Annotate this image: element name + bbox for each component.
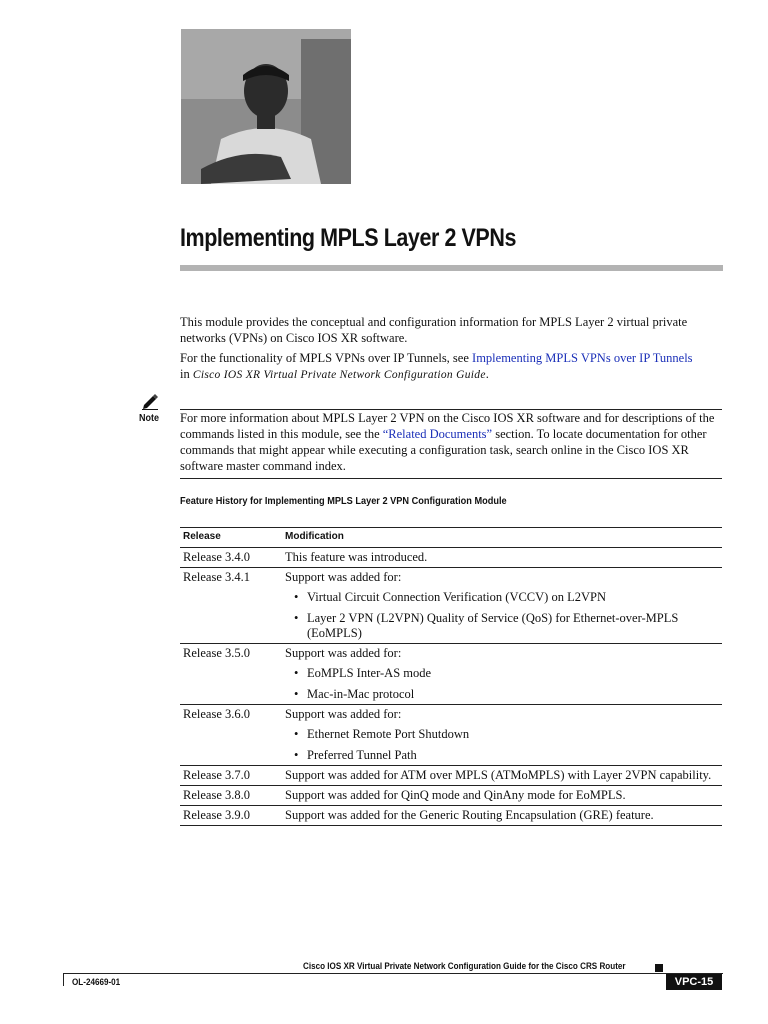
modification-text: Support was added for: [285, 570, 402, 584]
modification-cell [282, 806, 722, 826]
title-rule [180, 265, 723, 271]
page-number: VPC-15 [666, 974, 722, 990]
footer-guide-title: Cisco IOS XR Virtual Private Network Configuration Guide for the Cisco CRS Router [303, 961, 626, 971]
table-caption: Feature History for Implementing MPLS Layer 2 VPN Configuration Module [180, 496, 507, 507]
list-item: • Preferred Tunnel Path [307, 748, 719, 763]
release-cell: Release 3.5.0 [180, 644, 282, 705]
list-item: • Ethernet Remote Port Shutdown [307, 727, 719, 742]
pencil-icon [141, 392, 159, 415]
modification-text: Support was added for the Generic Routing Encapsulation (GRE) feature. [285, 808, 654, 822]
list-item: • Layer 2 VPN (L2VPN) Quality of Service (QoS) for Ethernet-over-MPLS (EoMPLS) [307, 611, 719, 641]
note-text [180, 410, 725, 474]
modification-cell [282, 766, 722, 786]
modification-text: Support was added for ATM over MPLS (ATMoMPLS) with Layer 2VPN capability. [285, 768, 712, 782]
modification-cell [282, 705, 722, 766]
release-cell: Release 3.6.0 [180, 705, 282, 766]
release-cell: Release 3.8.0 [180, 786, 282, 806]
table-row [180, 644, 722, 705]
modification-cell [282, 548, 722, 568]
modification-header: Modification [282, 528, 722, 548]
modification-cell [282, 644, 722, 705]
tunnels-in: in [180, 367, 193, 381]
modification-text: Support was added for: [285, 707, 402, 721]
page-title: Implementing MPLS Layer 2 VPNs [180, 224, 516, 252]
tunnels-paragraph [180, 350, 725, 383]
guide-title-italic: Cisco IOS XR Virtual Private Network Configuration Guide [192, 369, 486, 381]
note-label: Note [138, 413, 159, 424]
table-row [180, 705, 722, 766]
release-header: Release [180, 528, 282, 548]
document-id: OL-24669-01 [72, 977, 121, 987]
table-row [180, 568, 722, 644]
note-text-end: section. To locate documentation for other commands that might appear while executing a configuration task, search online in the Cisco IOS XR software master command index. [180, 427, 707, 473]
modification-cell [282, 568, 722, 644]
header-photo [181, 29, 351, 184]
mpls-vpns-ip-tunnels-link[interactable]: Implementing MPLS VPNs over IP Tunnels [472, 351, 693, 365]
list-item: • Virtual Circuit Connection Verification (VCCV) on L2VPN [307, 590, 719, 605]
footer-marker [655, 964, 663, 972]
modification-cell [282, 786, 722, 806]
note-rule-bottom [180, 478, 722, 479]
footer-tick [63, 973, 64, 986]
table-row [180, 548, 722, 568]
release-cell: Release 3.7.0 [180, 766, 282, 786]
tunnels-period: . [485, 367, 489, 381]
release-cell: Release 3.4.0 [180, 548, 282, 568]
footer-rule [63, 973, 723, 974]
table-header-row [180, 528, 722, 548]
list-item: • EoMPLS Inter-AS mode [307, 666, 719, 681]
modification-text: Support was added for: [285, 646, 402, 660]
tunnels-text: For the functionality of MPLS VPNs over IP Tunnels, see [180, 351, 473, 365]
release-cell: Release 3.4.1 [180, 568, 282, 644]
table-row [180, 786, 722, 806]
related-documents-link[interactable]: “Related Documents” [382, 427, 493, 441]
modification-text: This feature was introduced. [285, 550, 428, 564]
list-item: • Mac-in-Mac protocol [307, 687, 719, 702]
release-cell: Release 3.9.0 [180, 806, 282, 826]
feature-history-table [180, 527, 722, 826]
modification-text: Support was added for QinQ mode and QinAny mode for EoMPLS. [285, 788, 626, 802]
note-text-start: For more information about MPLS Layer 2 VPN on the Cisco IOS XR software and for descriptions of the commands listed in this module, see the [180, 411, 715, 441]
table-row [180, 806, 722, 826]
intro-paragraph: This module provides the conceptual and configuration information for MPLS Layer 2 virtual private networks (VPNs) on Cisco IOS XR software. [180, 315, 688, 345]
table-row [180, 766, 722, 786]
